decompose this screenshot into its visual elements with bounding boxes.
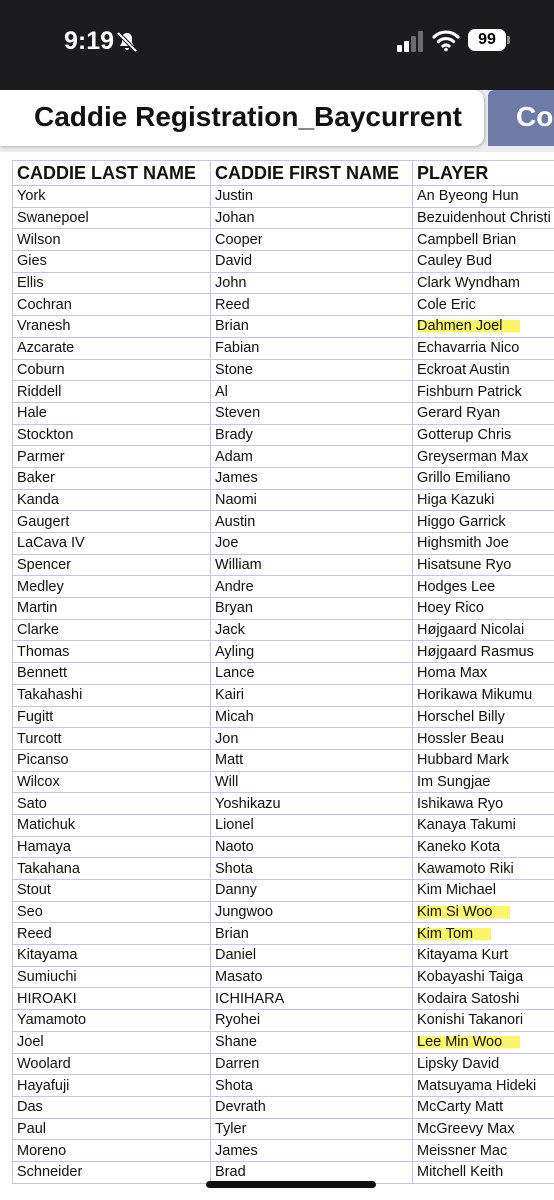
cell-player[interactable]: Matsuyama Hideki xyxy=(413,1075,554,1097)
cell-player[interactable]: Campbell Brian xyxy=(413,229,554,251)
cell-caddie-last-name[interactable]: Hamaya xyxy=(13,836,211,858)
table-row xyxy=(13,446,554,468)
cell-player[interactable]: Horikawa Mikumu xyxy=(413,684,554,706)
table-row xyxy=(13,988,554,1010)
cell-caddie-last-name[interactable]: Coburn xyxy=(13,359,211,381)
cell-caddie-last-name[interactable]: Joel xyxy=(13,1031,211,1053)
cell-caddie-first-name[interactable]: Fabian xyxy=(211,337,413,359)
cell-player[interactable]: Clark Wyndham xyxy=(413,272,554,294)
cell-caddie-first-name[interactable]: John xyxy=(211,272,413,294)
bell-slash-icon xyxy=(115,30,139,54)
table-row xyxy=(13,1010,554,1032)
table-row xyxy=(13,554,554,576)
status-time: 9:19 xyxy=(64,27,115,55)
cell-caddie-last-name[interactable]: Takahana xyxy=(13,858,211,880)
table-row xyxy=(13,511,554,533)
header-row xyxy=(13,161,554,186)
cell-caddie-last-name[interactable]: Swanepoel xyxy=(13,207,211,229)
cell-caddie-last-name[interactable]: Riddell xyxy=(13,381,211,403)
cell-player[interactable]: Meissner Mac xyxy=(413,1140,554,1162)
cell-caddie-first-name[interactable]: Masato xyxy=(211,966,413,988)
table-row xyxy=(13,402,554,424)
table-row xyxy=(13,749,554,771)
cell-player[interactable]: Horschel Billy xyxy=(413,706,554,728)
wifi-icon xyxy=(432,28,460,52)
cell-caddie-first-name[interactable]: Will xyxy=(211,771,413,793)
cell-caddie-last-name[interactable]: Das xyxy=(13,1096,211,1118)
cell-caddie-first-name[interactable]: Al xyxy=(211,381,413,403)
cell-caddie-first-name[interactable]: Naomi xyxy=(211,489,413,511)
cell-player[interactable]: Highsmith Joe xyxy=(413,533,554,555)
table-row xyxy=(13,728,554,750)
table-row xyxy=(13,1075,554,1097)
cell-caddie-first-name[interactable]: ICHIHARA xyxy=(211,988,413,1010)
cell-caddie-first-name[interactable]: Joe xyxy=(211,533,413,555)
cell-caddie-first-name[interactable]: William xyxy=(211,554,413,576)
cell-caddie-first-name[interactable]: Lionel xyxy=(211,814,413,836)
cell-player[interactable]: Higa Kazuki xyxy=(413,489,554,511)
cellular-signal-icon xyxy=(396,30,424,52)
battery-indicator: 99 xyxy=(468,29,506,51)
cell-caddie-first-name[interactable]: Stone xyxy=(211,359,413,381)
table-row xyxy=(13,576,554,598)
table-row xyxy=(13,966,554,988)
cell-caddie-last-name[interactable]: Parmer xyxy=(13,446,211,468)
table-row xyxy=(13,880,554,902)
cell-caddie-first-name[interactable]: Kairi xyxy=(211,684,413,706)
cell-player[interactable]: Mitchell Keith xyxy=(413,1161,554,1183)
spreadsheet-area[interactable] xyxy=(0,152,554,1200)
cell-player[interactable]: Fishburn Patrick xyxy=(413,381,554,403)
table-row xyxy=(13,359,554,381)
highlighted-player-name: Kim Tom xyxy=(417,926,491,942)
cell-caddie-first-name[interactable]: Cooper xyxy=(211,229,413,251)
highlighted-player-name: Kim Si Woo xyxy=(417,904,510,920)
cell-caddie-last-name[interactable]: Martin xyxy=(13,598,211,620)
cell-caddie-first-name[interactable]: Johan xyxy=(211,207,413,229)
cell-caddie-last-name[interactable]: Reed xyxy=(13,923,211,945)
column-header-first-name[interactable]: CADDIE FIRST NAME xyxy=(211,161,413,186)
table-row xyxy=(13,1140,554,1162)
caddie-table xyxy=(12,160,554,1184)
table-row xyxy=(13,1053,554,1075)
table-body xyxy=(13,186,554,1184)
table-row xyxy=(13,945,554,967)
cell-caddie-last-name[interactable]: Paul xyxy=(13,1118,211,1140)
cell-caddie-first-name[interactable]: David xyxy=(211,251,413,273)
cell-caddie-first-name[interactable]: Andre xyxy=(211,576,413,598)
cell-caddie-last-name[interactable]: Clarke xyxy=(13,619,211,641)
cell-caddie-first-name[interactable]: Austin xyxy=(211,511,413,533)
cell-player[interactable]: Bezuidenhout Christi xyxy=(413,207,554,229)
cell-player[interactable]: Greyserman Max xyxy=(413,446,554,468)
cell-caddie-first-name[interactable]: Adam xyxy=(211,446,413,468)
cell-player[interactable] xyxy=(413,1031,554,1053)
cell-caddie-last-name[interactable]: Kitayama xyxy=(13,945,211,967)
column-header-player[interactable]: PLAYER xyxy=(413,161,554,186)
cell-player[interactable]: Kobayashi Taiga xyxy=(413,966,554,988)
table-row xyxy=(13,814,554,836)
cell-player[interactable]: An Byeong Hun xyxy=(413,186,554,208)
table-row xyxy=(13,706,554,728)
cell-caddie-last-name[interactable]: Medley xyxy=(13,576,211,598)
cell-caddie-first-name[interactable]: Shota xyxy=(211,1075,413,1097)
cell-caddie-last-name[interactable]: Cochran xyxy=(13,294,211,316)
home-indicator[interactable] xyxy=(206,1181,376,1188)
cell-caddie-first-name[interactable]: James xyxy=(211,1140,413,1162)
table-row xyxy=(13,1118,554,1140)
cell-player[interactable]: McGreevy Max xyxy=(413,1118,554,1140)
cell-caddie-first-name[interactable]: Steven xyxy=(211,402,413,424)
cell-caddie-last-name[interactable]: Baker xyxy=(13,467,211,489)
cell-caddie-last-name[interactable]: Moreno xyxy=(13,1140,211,1162)
cell-player[interactable]: Højgaard Rasmus xyxy=(413,641,554,663)
cell-player[interactable]: Gotterup Chris xyxy=(413,424,554,446)
cell-caddie-last-name[interactable]: Azcarate xyxy=(13,337,211,359)
highlighted-player-name: Dahmen Joel xyxy=(417,318,520,334)
table-row xyxy=(13,381,554,403)
table-row xyxy=(13,663,554,685)
table-row xyxy=(13,1096,554,1118)
cell-player[interactable]: Echavarria Nico xyxy=(413,337,554,359)
table-row xyxy=(13,533,554,555)
table-row xyxy=(13,619,554,641)
cell-caddie-first-name[interactable]: Brad xyxy=(211,1161,413,1183)
cell-caddie-first-name[interactable]: Brian xyxy=(211,316,413,338)
cell-player[interactable]: McCarty Matt xyxy=(413,1096,554,1118)
cell-caddie-first-name[interactable]: Devrath xyxy=(211,1096,413,1118)
cell-caddie-last-name[interactable]: Seo xyxy=(13,901,211,923)
cell-caddie-last-name[interactable]: York xyxy=(13,186,211,208)
cell-player[interactable]: Hodges Lee xyxy=(413,576,554,598)
cell-caddie-last-name[interactable]: Woolard xyxy=(13,1053,211,1075)
table-row xyxy=(13,836,554,858)
table-row xyxy=(13,251,554,273)
cell-caddie-last-name[interactable]: Turcott xyxy=(13,728,211,750)
table-row xyxy=(13,1161,554,1183)
tab-title: Caddie Registration_Baycurrent xyxy=(34,101,462,132)
cell-caddie-first-name[interactable]: Brian xyxy=(211,923,413,945)
sheet-tab-bar xyxy=(0,90,554,152)
cell-player[interactable] xyxy=(413,901,554,923)
tab-next-sheet[interactable] xyxy=(488,90,554,146)
table-row xyxy=(13,1031,554,1053)
cell-player[interactable]: Grillo Emiliano xyxy=(413,467,554,489)
table-row xyxy=(13,641,554,663)
cell-caddie-last-name[interactable]: Bennett xyxy=(13,663,211,685)
cell-player[interactable]: Kanaya Takumi xyxy=(413,814,554,836)
cell-caddie-last-name[interactable]: Schneider xyxy=(13,1161,211,1183)
table-row xyxy=(13,207,554,229)
cell-caddie-first-name[interactable]: Reed xyxy=(211,294,413,316)
cell-caddie-last-name[interactable]: Hale xyxy=(13,402,211,424)
cell-caddie-last-name[interactable]: Kanda xyxy=(13,489,211,511)
cell-player[interactable]: Gerard Ryan xyxy=(413,402,554,424)
cell-caddie-last-name[interactable]: Ellis xyxy=(13,272,211,294)
cell-caddie-first-name[interactable]: Ryohei xyxy=(211,1010,413,1032)
cell-caddie-first-name[interactable]: Yoshikazu xyxy=(211,793,413,815)
table-row xyxy=(13,229,554,251)
cell-caddie-last-name[interactable]: Matichuk xyxy=(13,814,211,836)
cell-caddie-last-name[interactable]: Sato xyxy=(13,793,211,815)
cell-caddie-first-name[interactable]: Jon xyxy=(211,728,413,750)
cell-caddie-first-name[interactable]: Danny xyxy=(211,880,413,902)
cell-caddie-last-name[interactable]: Fugitt xyxy=(13,706,211,728)
battery-tip xyxy=(507,36,510,44)
cell-caddie-first-name[interactable]: Micah xyxy=(211,706,413,728)
cell-caddie-first-name[interactable]: Ayling xyxy=(211,641,413,663)
cell-caddie-last-name[interactable]: Gies xyxy=(13,251,211,273)
table-row xyxy=(13,467,554,489)
cell-caddie-last-name[interactable]: Sumiuchi xyxy=(13,966,211,988)
highlighted-player-name: Lee Min Woo xyxy=(417,1034,520,1050)
cell-caddie-last-name[interactable]: Takahashi xyxy=(13,684,211,706)
cell-caddie-first-name[interactable]: Shane xyxy=(211,1031,413,1053)
cell-player[interactable]: Hisatsune Ryo xyxy=(413,554,554,576)
table-row xyxy=(13,186,554,208)
cell-caddie-first-name[interactable]: James xyxy=(211,467,413,489)
cell-caddie-first-name[interactable]: Jack xyxy=(211,619,413,641)
cell-caddie-last-name[interactable]: Yamamoto xyxy=(13,1010,211,1032)
cell-caddie-first-name[interactable]: Naoto xyxy=(211,836,413,858)
table-row xyxy=(13,424,554,446)
column-header-last-name[interactable]: CADDIE LAST NAME xyxy=(13,161,211,186)
cell-player[interactable]: Kitayama Kurt xyxy=(413,945,554,967)
table-row xyxy=(13,858,554,880)
table-row xyxy=(13,923,554,945)
cell-caddie-first-name[interactable]: Jungwoo xyxy=(211,901,413,923)
table-row xyxy=(13,901,554,923)
cell-caddie-first-name[interactable]: Matt xyxy=(211,749,413,771)
cell-player[interactable]: Higgo Garrick xyxy=(413,511,554,533)
cell-caddie-last-name[interactable]: Picanso xyxy=(13,749,211,771)
cell-player[interactable]: Højgaard Nicolai xyxy=(413,619,554,641)
table-row xyxy=(13,684,554,706)
table-row xyxy=(13,771,554,793)
cell-player[interactable]: Hubbard Mark xyxy=(413,749,554,771)
tab-next-label: Co xyxy=(516,101,554,132)
cell-caddie-first-name[interactable]: Bryan xyxy=(211,598,413,620)
cell-player[interactable]: Kim Michael xyxy=(413,880,554,902)
cell-caddie-last-name[interactable]: Vranesh xyxy=(13,316,211,338)
cell-player[interactable]: Konishi Takanori xyxy=(413,1010,554,1032)
cell-caddie-last-name[interactable]: Thomas xyxy=(13,641,211,663)
cell-caddie-last-name[interactable]: Hayafuji xyxy=(13,1075,211,1097)
cell-player[interactable]: Kawamoto Riki xyxy=(413,858,554,880)
cell-caddie-last-name[interactable]: Gaugert xyxy=(13,511,211,533)
cell-player[interactable]: Kaneko Kota xyxy=(413,836,554,858)
cell-player[interactable]: Kodaira Satoshi xyxy=(413,988,554,1010)
cell-player[interactable]: Homa Max xyxy=(413,663,554,685)
table-row xyxy=(13,793,554,815)
cell-caddie-first-name[interactable]: Shota xyxy=(211,858,413,880)
cell-caddie-last-name[interactable]: Stockton xyxy=(13,424,211,446)
cell-player[interactable] xyxy=(413,923,554,945)
cell-player[interactable]: Eckroat Austin xyxy=(413,359,554,381)
table-row xyxy=(13,598,554,620)
cell-player[interactable]: Hossler Beau xyxy=(413,728,554,750)
cell-player[interactable]: Cole Eric xyxy=(413,294,554,316)
cell-caddie-first-name[interactable]: Justin xyxy=(211,186,413,208)
cell-caddie-last-name[interactable]: Wilson xyxy=(13,229,211,251)
status-bar xyxy=(0,0,554,90)
cell-caddie-first-name[interactable]: Darren xyxy=(211,1053,413,1075)
cell-player[interactable]: Cauley Bud xyxy=(413,251,554,273)
cell-caddie-last-name[interactable]: LaCava IV xyxy=(13,533,211,555)
cell-player[interactable]: Im Sungjae xyxy=(413,771,554,793)
cell-caddie-first-name[interactable]: Brady xyxy=(211,424,413,446)
cell-caddie-first-name[interactable]: Daniel xyxy=(211,945,413,967)
cell-caddie-first-name[interactable]: Lance xyxy=(211,663,413,685)
cell-caddie-first-name[interactable]: Tyler xyxy=(211,1118,413,1140)
cell-caddie-last-name[interactable]: HIROAKI xyxy=(13,988,211,1010)
cell-player[interactable] xyxy=(413,316,554,338)
table-row xyxy=(13,294,554,316)
table-row xyxy=(13,337,554,359)
cell-caddie-last-name[interactable]: Stout xyxy=(13,880,211,902)
cell-caddie-last-name[interactable]: Wilcox xyxy=(13,771,211,793)
cell-player[interactable]: Lipsky David xyxy=(413,1053,554,1075)
cell-player[interactable]: Hoey Rico xyxy=(413,598,554,620)
table-row xyxy=(13,272,554,294)
tab-caddie-registration[interactable] xyxy=(0,90,484,146)
table-row xyxy=(13,316,554,338)
cell-caddie-last-name[interactable]: Spencer xyxy=(13,554,211,576)
cell-player[interactable]: Ishikawa Ryo xyxy=(413,793,554,815)
table-row xyxy=(13,489,554,511)
